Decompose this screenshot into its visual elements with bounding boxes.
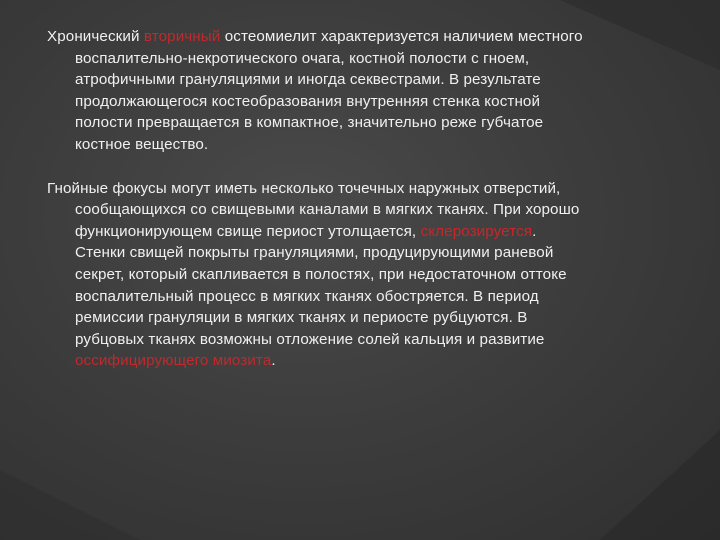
paragraph2-text-1: Гнойные фокусы могут иметь несколько точечных наружных отверстий, сообщающихся со свищевыми каналами в мягких тканях. При хорошо функционирующем свище периост утолщается, — [47, 179, 580, 240]
paragraph1-text-2: остеомиелит характеризуется наличием местного воспалительно-некротического очага, костной полости с гноем, атрофичными грануляциями и иногда секвестрами. В результате продолжающегося костеобразования внутренняя стенка костной полости превращается в компактное, значительно реже губчатое костное вещество. — [75, 28, 583, 153]
highlight-myositis-ossificans: оссифицирующего миозита — [75, 352, 272, 370]
paragraph2-text-2: . Стенки свищей покрыты грануляциями, продуцирующими раневой секрет, который скапливается в полостях, при недостаточном оттоке воспалительный процесс в мягких тканях обостряется. В период ремиссии грануляции в мягких тканях и периосте рубцуются. В рубцовых тканях возможны отложение солей кальция и развитие — [75, 222, 567, 348]
paragraph1-text-1: Хронический — [47, 28, 144, 45]
paragraph-chronic-osteomyelitis — [47, 26, 587, 156]
highlight-sclerosed: склерозируется — [420, 222, 533, 240]
paragraph-purulent-foci — [47, 178, 587, 372]
highlight-secondary: вторичный — [143, 28, 221, 45]
paragraph2-text-3: . — [271, 352, 276, 370]
slide-body — [47, 26, 587, 394]
